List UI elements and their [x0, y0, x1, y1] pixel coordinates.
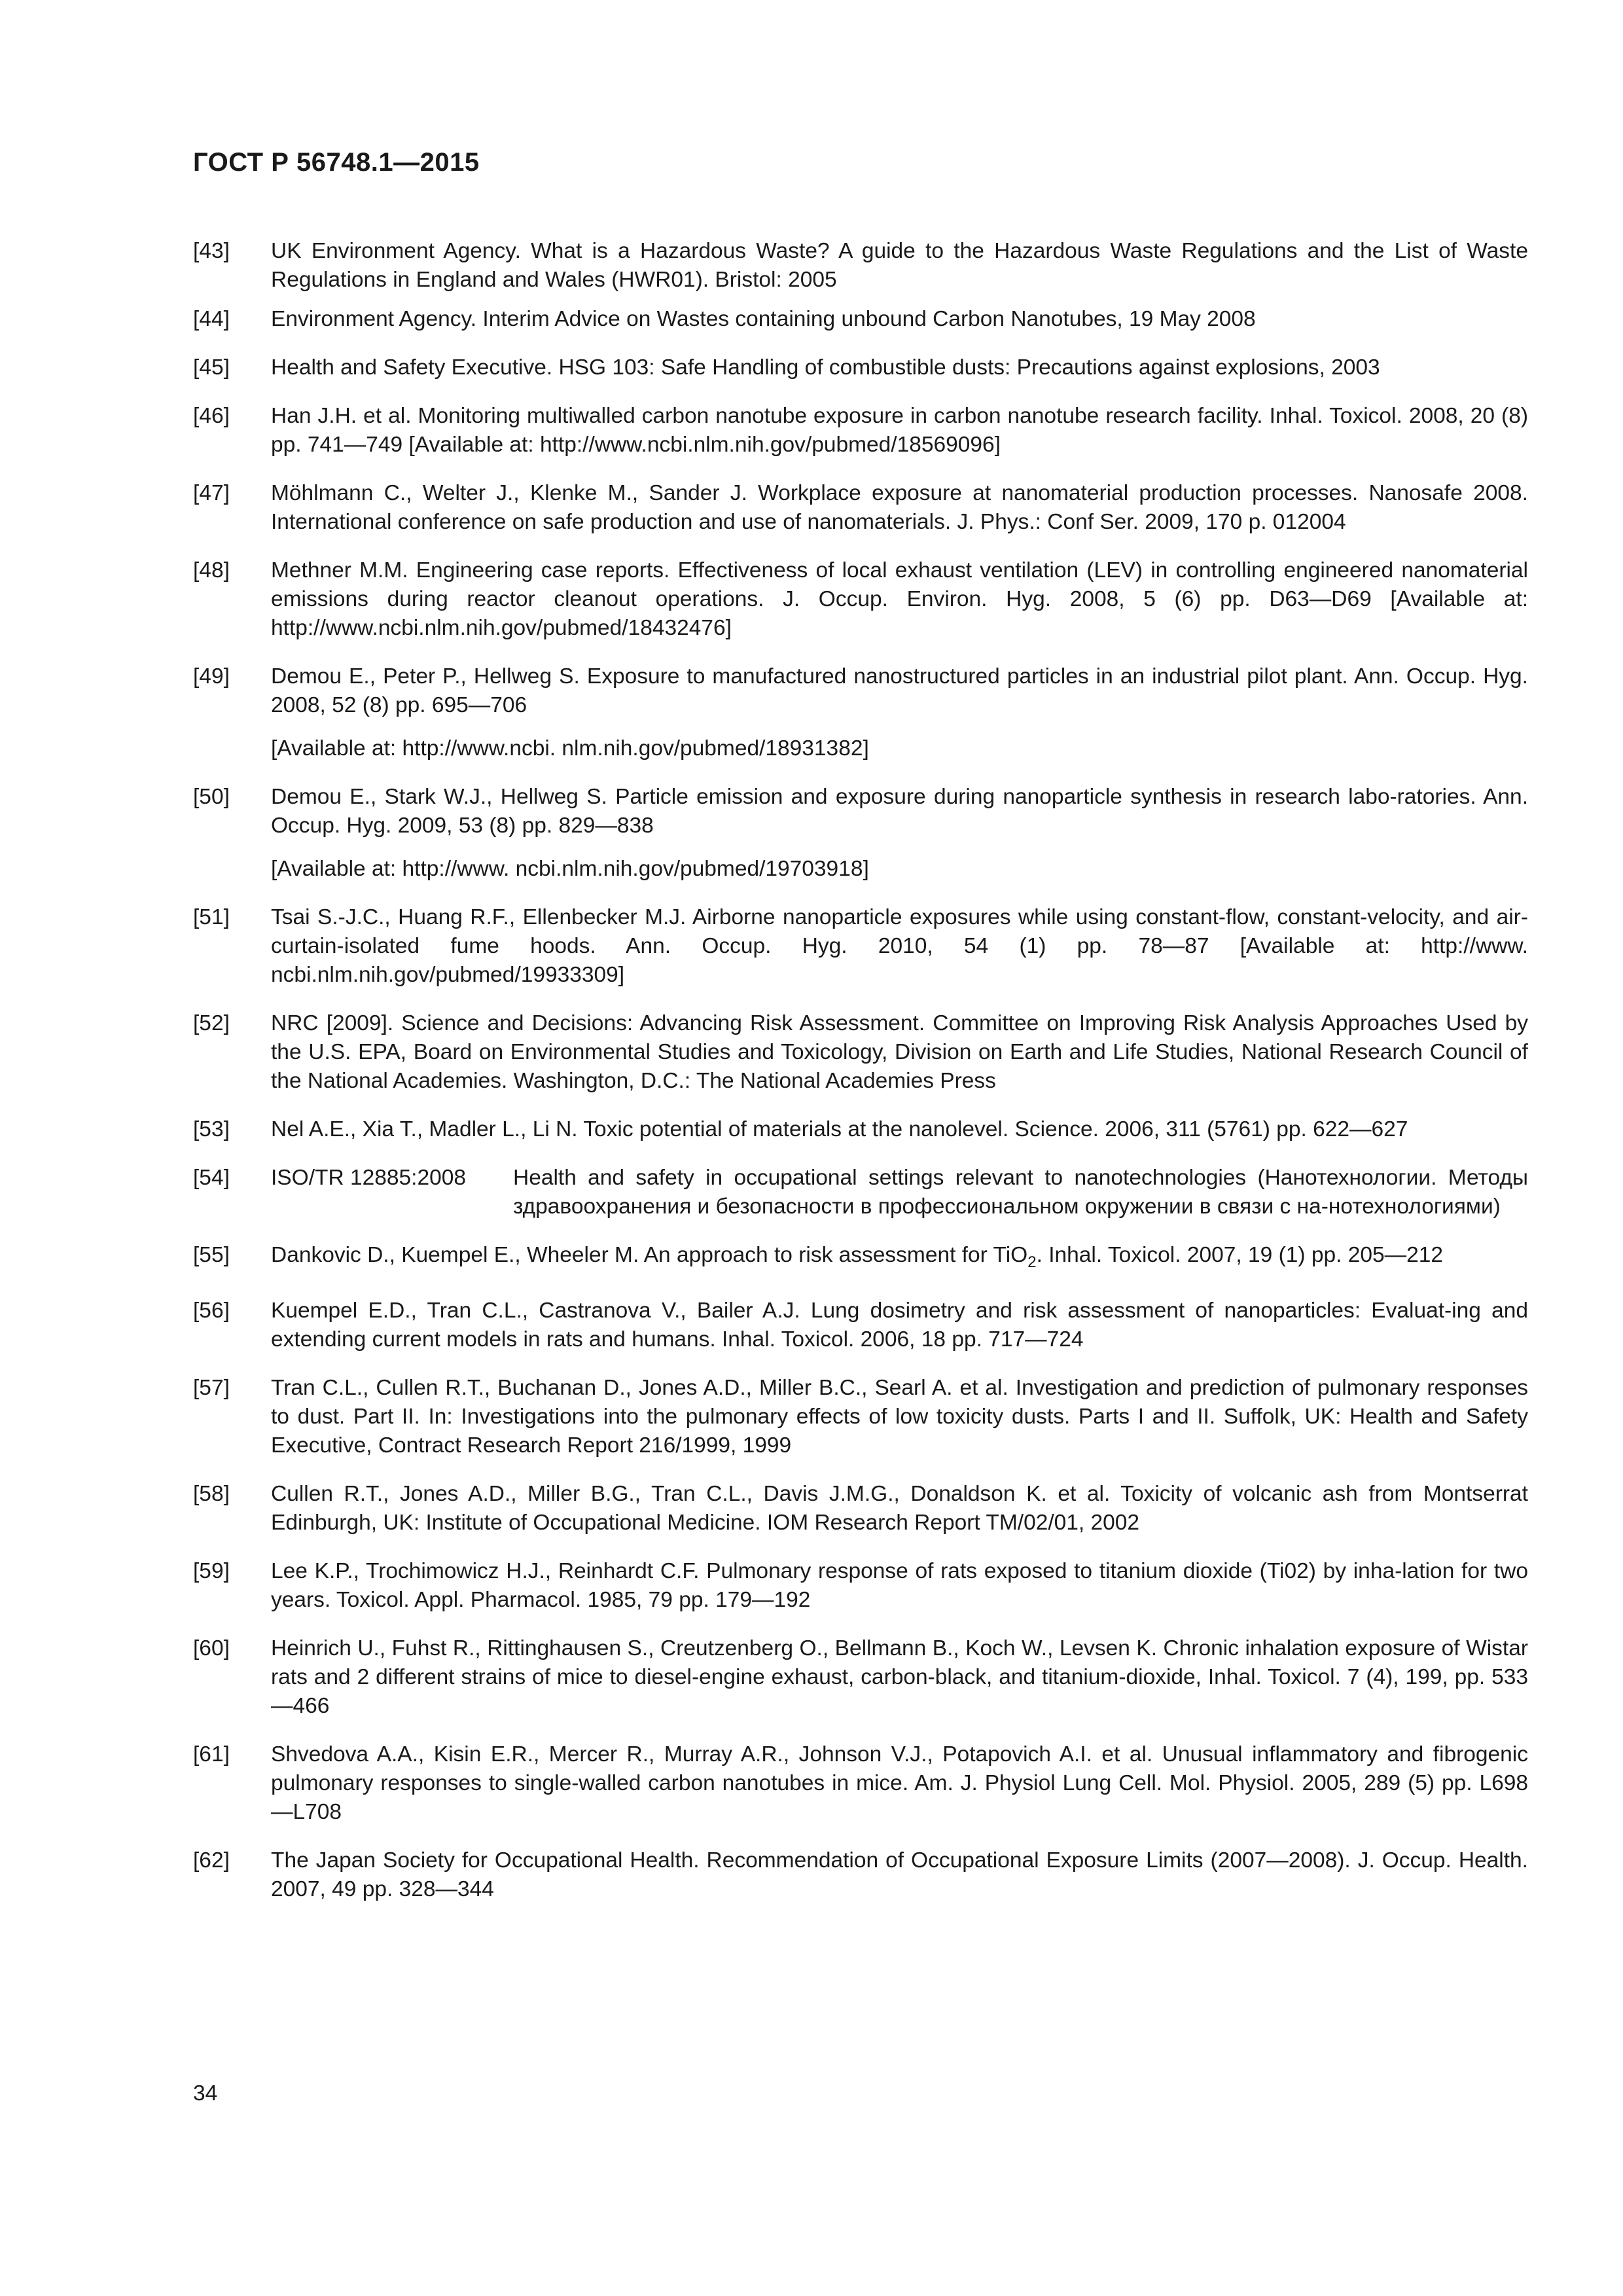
reference-text-part: Dankovic D., Kuempel E., Wheeler M. An approach to risk assessment for TiO	[271, 1243, 1028, 1267]
reference-item	[193, 783, 1528, 884]
reference-text: Demou E., Peter P., Hellweg S. Exposure to manufactured nanostructured particles in an industrial pilot plant. Ann. Occup. Hyg. 2008, 52 (8) pp. 695—706	[271, 664, 1528, 717]
reference-text: Nel A.E., Xia T., Madler L., Li N. Toxic potential of materials at the nanolevel. Science. 2006, 311 (5761) pp. 622—627	[271, 1117, 1408, 1141]
reference-number: [60]	[193, 1636, 230, 1660]
reference-item	[193, 1297, 1528, 1354]
reference-item	[193, 1480, 1528, 1537]
reference-number: [58]	[193, 1482, 230, 1506]
reference-number: [57]	[193, 1376, 230, 1400]
reference-text: The Japan Society for Occupational Health. Recommendation of Occupational Exposure Limits (2007—2008). J. Occup. Health. 2007, 49 pp. 328—344	[271, 1848, 1528, 1901]
page-number: 34	[193, 2081, 218, 2106]
reference-text: Environment Agency. Interim Advice on Wastes containing unbound Carbon Nanotubes, 19 May 2008	[271, 307, 1256, 331]
reference-number: [55]	[193, 1243, 230, 1267]
reference-number: [47]	[193, 481, 230, 505]
reference-text: Methner M.M. Engineering case reports. Effectiveness of local exhaust ventilation (LEV) in controlling engineered nanomaterial emissions during reactor cleanout operations. J. Occup. Environ. Hyg. 2008, 5 (6) pp. D63—D69 [Available at: http://www.ncbi.nlm.nih.gov/pubmed/18432476]	[271, 558, 1528, 640]
reference-text-part: . Inhal. Toxicol. 2007, 19 (1) pp. 205—212	[1036, 1243, 1443, 1267]
reference-text: Lee K.P., Trochimowicz H.J., Reinhardt C.F. Pulmonary response of rats exposed to titanium dioxide (Ti02) by inha-lation for two years. Toxicol. Appl. Pharmacol. 1985, 79 pp. 179—192	[271, 1559, 1528, 1612]
reference-number: [52]	[193, 1011, 230, 1035]
reference-list	[193, 237, 1528, 1904]
reference-text: UK Environment Agency. What is a Hazardous Waste? A guide to the Hazardous Waste Regulations and the List of Waste Regulations in England and Wales (HWR01). Bristol: 2005	[271, 239, 1528, 292]
standard-title: Health and safety in occupational settings relevant to nanotechnologies (Нанотехнологии. Методы здравоохранения и безопасности в профессиональном окружении в связи с на-нотехнологиями)	[513, 1166, 1528, 1219]
reference-number: [44]	[193, 307, 230, 331]
reference-text: Kuempel E.D., Tran C.L., Castranova V., Bailer A.J. Lung dosimetry and risk assessment of nanoparticles: Evaluat-ing and extending current models in rats and humans. Inhal. Toxicol. 2006, 18 pp. 717—724	[271, 1299, 1528, 1352]
reference-text	[271, 1241, 1528, 1277]
reference-number: [50]	[193, 785, 230, 809]
reference-text: Tran C.L., Cullen R.T., Buchanan D., Jones A.D., Miller B.C., Searl A. et al. Investigation and prediction of pulmonary responses to dust. Part II. In: Investigations into the pulmonary effects of low toxicity dusts. Parts I and II. Suffolk, UK: Health and Safety Executive, Contract Research Report 216/1999, 1999	[271, 1376, 1528, 1458]
reference-text: Health and Safety Executive. HSG 103: Safe Handling of combustible dusts: Precautions against explosions, 2003	[271, 355, 1380, 380]
reference-item	[193, 353, 1528, 382]
reference-number: [49]	[193, 664, 230, 689]
reference-item	[193, 1115, 1528, 1144]
reference-item	[193, 305, 1528, 334]
reference-text: Demou E., Stark W.J., Hellweg S. Particle emission and exposure during nanoparticle synthesis in research labo-ratories. Ann. Occup. Hyg. 2009, 53 (8) pp. 829—838	[271, 785, 1528, 838]
reference-number: [51]	[193, 905, 230, 929]
reference-number: [45]	[193, 355, 230, 380]
reference-item	[193, 402, 1528, 459]
reference-availability: [Available at: http://www. ncbi.nlm.nih.gov/pubmed/19703918]	[271, 857, 869, 881]
reference-number: [43]	[193, 239, 230, 263]
reference-text: NRC [2009]. Science and Decisions: Advancing Risk Assessment. Committee on Improving Risk Analysis Approaches Used by the U.S. EPA, Board on Environmental Studies and Toxicology, Division on Earth and Life Studies, National Research Council of the National Academies. Washington, D.C.: The National Academies Press	[271, 1011, 1528, 1093]
reference-text: Tsai S.-J.C., Huang R.F., Ellenbecker M.J. Airborne nanoparticle exposures while using constant-flow, constant-velocity, and air-curtain-isolated fume hoods. Ann. Occup. Hyg. 2010, 54 (1) pp. 78—87 [Available at: http://www. ncbi.nlm.nih.gov/pubmed/19933309]	[271, 905, 1528, 987]
reference-text: Shvedova A.A., Kisin E.R., Mercer R., Murray A.R., Johnson V.J., Potapovich A.I. et al. Unusual inflammatory and fibrogenic pulmonary responses to single-walled carbon nanotubes in mice. Am. J. Physiol Lung Cell. Mol. Physiol. 2005, 289 (5) pp. L698—L708	[271, 1742, 1528, 1824]
reference-number: [62]	[193, 1848, 230, 1873]
reference-item	[193, 1634, 1528, 1721]
reference-item	[193, 903, 1528, 990]
reference-item	[193, 1164, 1528, 1221]
reference-item	[193, 1009, 1528, 1096]
reference-item	[193, 1557, 1528, 1615]
reference-item	[193, 1740, 1528, 1827]
reference-text: Heinrich U., Fuhst R., Rittinghausen S., Creutzenberg O., Bellmann B., Koch W., Levsen K. Chronic inhalation exposure of Wistar rats and 2 different strains of mice to diesel-engine exhaust, carbon-black, and titanium-dioxide, Inhal. Toxicol. 7 (4), 199, pp. 533—466	[271, 1636, 1528, 1718]
reference-number: [56]	[193, 1299, 230, 1323]
reference-availability: [Available at: http://www.ncbi. nlm.nih.gov/pubmed/18931382]	[271, 736, 869, 761]
reference-item	[193, 1241, 1528, 1277]
reference-text: Möhlmann C., Welter J., Klenke M., Sander J. Workplace exposure at nanomaterial production processes. Nanosafe 2008. International conference on safe production and use of nanomaterials. J. Phys.: Conf Ser. 2009, 170 p. 012004	[271, 481, 1528, 534]
document-code: ГОСТ Р 56748.1—2015	[193, 148, 480, 177]
reference-item	[193, 237, 1528, 292]
reference-item	[193, 662, 1528, 763]
reference-item	[193, 479, 1528, 537]
reference-item	[193, 556, 1528, 643]
reference-text: Han J.H. et al. Monitoring multiwalled carbon nanotube exposure in carbon nanotube research facility. Inhal. Toxicol. 2008, 20 (8) pp. 741—749 [Available at: http://www.ncbi.nlm.nih.gov/pubmed/18569096]	[271, 404, 1528, 457]
reference-number: [59]	[193, 1559, 230, 1583]
standard-code: ISO/TR 12885:2008	[271, 1166, 466, 1190]
reference-item	[193, 1374, 1528, 1460]
reference-number: [46]	[193, 404, 230, 428]
reference-number: [61]	[193, 1742, 230, 1767]
reference-item	[193, 1846, 1528, 1904]
reference-text: Cullen R.T., Jones A.D., Miller B.G., Tran C.L., Davis J.M.G., Donaldson K. et al. Toxicity of volcanic ash from Montserrat Edinburgh, UK: Institute of Occupational Medicine. IOM Research Report TM/02/01, 2002	[271, 1482, 1528, 1535]
reference-number: [48]	[193, 558, 230, 583]
subscript: 2	[1027, 1253, 1037, 1271]
reference-number: [53]	[193, 1117, 230, 1141]
reference-number: [54]	[193, 1166, 230, 1190]
